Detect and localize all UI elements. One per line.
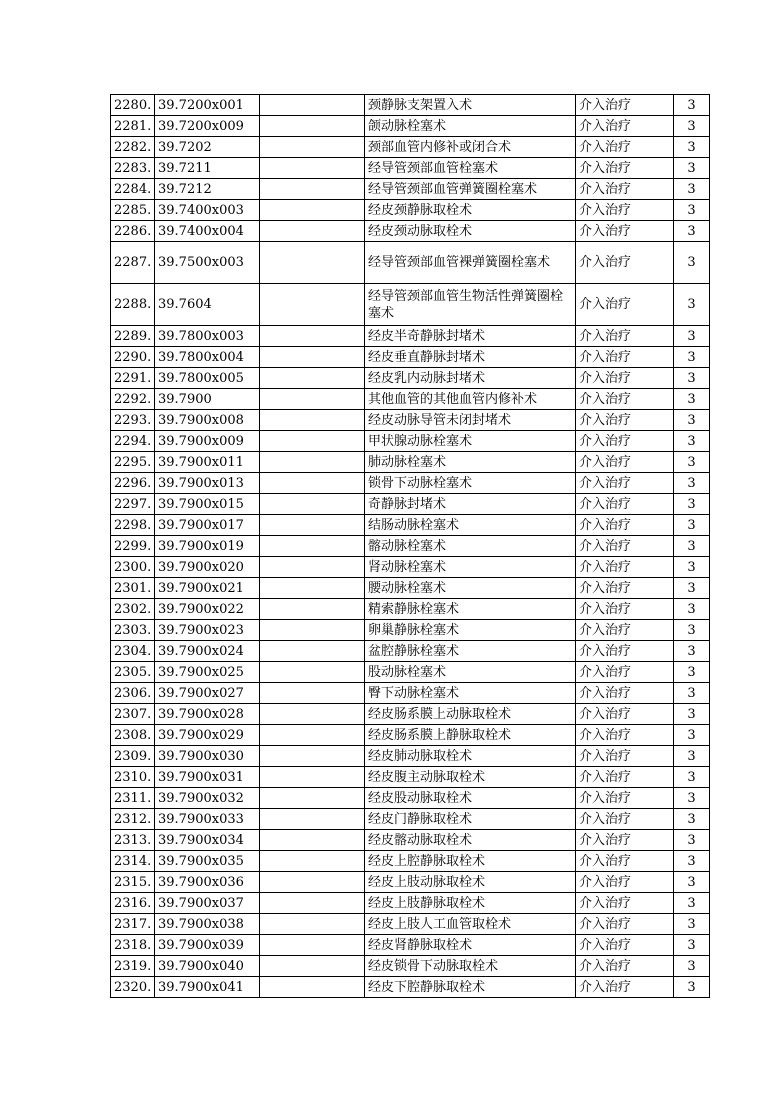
table-row <box>111 242 710 284</box>
procedure-name-cell: 经导管颈部血管裸弹簧圈栓塞术 <box>365 242 576 284</box>
category-cell: 介入治疗 <box>576 431 674 452</box>
category-cell: 介入治疗 <box>576 368 674 389</box>
level-cell: 3 <box>674 200 710 221</box>
procedure-name-cell: 锁骨下动脉栓塞术 <box>365 473 576 494</box>
table-row <box>111 137 710 158</box>
level-cell: 3 <box>674 284 710 326</box>
level-cell: 3 <box>674 914 710 935</box>
procedure-code-cell: 39.7604 <box>155 284 260 326</box>
procedure-code-cell: 39.7900x036 <box>155 872 260 893</box>
row-number-cell: 2297. <box>111 494 155 515</box>
table-row <box>111 515 710 536</box>
procedure-name-cell: 结肠动脉栓塞术 <box>365 515 576 536</box>
row-number-cell: 2317. <box>111 914 155 935</box>
procedure-code-cell: 39.7900x039 <box>155 935 260 956</box>
category-cell: 介入治疗 <box>576 725 674 746</box>
category-cell: 介入治疗 <box>576 914 674 935</box>
table-row <box>111 641 710 662</box>
blank-cell <box>260 935 365 956</box>
procedure-name-cell: 肾动脉栓塞术 <box>365 557 576 578</box>
row-number-cell: 2285. <box>111 200 155 221</box>
level-cell: 3 <box>674 116 710 137</box>
blank-cell <box>260 704 365 725</box>
procedure-code-cell: 39.7900x022 <box>155 599 260 620</box>
row-number-cell: 2282. <box>111 137 155 158</box>
blank-cell <box>260 746 365 767</box>
procedure-name-cell: 肺动脉栓塞术 <box>365 452 576 473</box>
category-cell: 介入治疗 <box>576 284 674 326</box>
procedure-code-cell: 39.7200x009 <box>155 116 260 137</box>
row-number-cell: 2310. <box>111 767 155 788</box>
table-row <box>111 578 710 599</box>
row-number-cell: 2302. <box>111 599 155 620</box>
category-cell: 介入治疗 <box>576 956 674 977</box>
procedure-name-cell: 经皮门静脉取栓术 <box>365 809 576 830</box>
row-number-cell: 2298. <box>111 515 155 536</box>
procedure-code-cell: 39.7800x003 <box>155 326 260 347</box>
level-cell: 3 <box>674 662 710 683</box>
level-cell: 3 <box>674 683 710 704</box>
procedure-code-cell: 39.7900x028 <box>155 704 260 725</box>
row-number-cell: 2286. <box>111 221 155 242</box>
table-row <box>111 284 710 326</box>
procedure-code-cell: 39.7900x021 <box>155 578 260 599</box>
blank-cell <box>260 809 365 830</box>
blank-cell <box>260 95 365 116</box>
table-row <box>111 410 710 431</box>
table-row <box>111 158 710 179</box>
procedure-code-cell: 39.7900x023 <box>155 620 260 641</box>
procedure-name-cell: 经皮颈动脉取栓术 <box>365 221 576 242</box>
table-row <box>111 851 710 872</box>
blank-cell <box>260 851 365 872</box>
blank-cell <box>260 893 365 914</box>
table-row <box>111 431 710 452</box>
row-number-cell: 2284. <box>111 179 155 200</box>
blank-cell <box>260 830 365 851</box>
category-cell: 介入治疗 <box>576 200 674 221</box>
procedure-code-cell: 39.7900x008 <box>155 410 260 431</box>
procedure-name-cell: 经皮肠系膜上静脉取栓术 <box>365 725 576 746</box>
procedure-name-cell: 经皮下腔静脉取栓术 <box>365 977 576 998</box>
level-cell: 3 <box>674 956 710 977</box>
row-number-cell: 2287. <box>111 242 155 284</box>
table-row <box>111 872 710 893</box>
row-number-cell: 2314. <box>111 851 155 872</box>
level-cell: 3 <box>674 872 710 893</box>
table-row <box>111 977 710 998</box>
procedure-table <box>110 94 710 998</box>
category-cell: 介入治疗 <box>576 95 674 116</box>
procedure-code-cell: 39.7500x003 <box>155 242 260 284</box>
row-number-cell: 2316. <box>111 893 155 914</box>
level-cell: 3 <box>674 725 710 746</box>
procedure-name-cell: 经导管颈部血管生物活性弹簧圈栓塞术 <box>365 284 576 326</box>
row-number-cell: 2319. <box>111 956 155 977</box>
procedure-name-cell: 经皮颈静脉取栓术 <box>365 200 576 221</box>
level-cell: 3 <box>674 746 710 767</box>
row-number-cell: 2281. <box>111 116 155 137</box>
table-row <box>111 704 710 725</box>
blank-cell <box>260 620 365 641</box>
table-row <box>111 830 710 851</box>
procedure-code-cell: 39.7900x027 <box>155 683 260 704</box>
table-row <box>111 683 710 704</box>
table-row <box>111 914 710 935</box>
table-row <box>111 767 710 788</box>
table-row <box>111 935 710 956</box>
row-number-cell: 2289. <box>111 326 155 347</box>
procedure-code-cell: 39.7900x031 <box>155 767 260 788</box>
category-cell: 介入治疗 <box>576 767 674 788</box>
table-row <box>111 389 710 410</box>
level-cell: 3 <box>674 221 710 242</box>
procedure-code-cell: 39.7900x034 <box>155 830 260 851</box>
category-cell: 介入治疗 <box>576 389 674 410</box>
procedure-code-cell: 39.7400x004 <box>155 221 260 242</box>
row-number-cell: 2294. <box>111 431 155 452</box>
procedure-code-cell: 39.7900x011 <box>155 452 260 473</box>
category-cell: 介入治疗 <box>576 242 674 284</box>
level-cell: 3 <box>674 830 710 851</box>
category-cell: 介入治疗 <box>576 515 674 536</box>
blank-cell <box>260 179 365 200</box>
level-cell: 3 <box>674 410 710 431</box>
table-row <box>111 95 710 116</box>
category-cell: 介入治疗 <box>576 452 674 473</box>
level-cell: 3 <box>674 620 710 641</box>
table-row <box>111 221 710 242</box>
procedure-code-cell: 39.7400x003 <box>155 200 260 221</box>
category-cell: 介入治疗 <box>576 620 674 641</box>
procedure-code-cell: 39.7900x025 <box>155 662 260 683</box>
blank-cell <box>260 683 365 704</box>
procedure-code-cell: 39.7900x015 <box>155 494 260 515</box>
blank-cell <box>260 557 365 578</box>
procedure-code-cell: 39.7900x033 <box>155 809 260 830</box>
category-cell: 介入治疗 <box>576 977 674 998</box>
category-cell: 介入治疗 <box>576 179 674 200</box>
level-cell: 3 <box>674 935 710 956</box>
blank-cell <box>260 473 365 494</box>
category-cell: 介入治疗 <box>576 137 674 158</box>
level-cell: 3 <box>674 242 710 284</box>
procedure-name-cell: 经皮肺动脉取栓术 <box>365 746 576 767</box>
table-row <box>111 788 710 809</box>
level-cell: 3 <box>674 536 710 557</box>
category-cell: 介入治疗 <box>576 872 674 893</box>
row-number-cell: 2291. <box>111 368 155 389</box>
category-cell: 介入治疗 <box>576 158 674 179</box>
blank-cell <box>260 788 365 809</box>
procedure-name-cell: 经皮上肢动脉取栓术 <box>365 872 576 893</box>
procedure-code-cell: 39.7900x013 <box>155 473 260 494</box>
blank-cell <box>260 389 365 410</box>
table-row <box>111 725 710 746</box>
table-row <box>111 746 710 767</box>
procedure-name-cell: 经皮肠系膜上动脉取栓术 <box>365 704 576 725</box>
category-cell: 介入治疗 <box>576 116 674 137</box>
level-cell: 3 <box>674 158 710 179</box>
procedure-code-cell: 39.7900x030 <box>155 746 260 767</box>
procedure-name-cell: 颌动脉栓塞术 <box>365 116 576 137</box>
table-row <box>111 599 710 620</box>
category-cell: 介入治疗 <box>576 893 674 914</box>
category-cell: 介入治疗 <box>576 221 674 242</box>
category-cell: 介入治疗 <box>576 326 674 347</box>
level-cell: 3 <box>674 809 710 830</box>
procedure-code-cell: 39.7900x035 <box>155 851 260 872</box>
blank-cell <box>260 116 365 137</box>
category-cell: 介入治疗 <box>576 830 674 851</box>
blank-cell <box>260 200 365 221</box>
level-cell: 3 <box>674 368 710 389</box>
category-cell: 介入治疗 <box>576 599 674 620</box>
blank-cell <box>260 137 365 158</box>
procedure-name-cell: 臀下动脉栓塞术 <box>365 683 576 704</box>
row-number-cell: 2290. <box>111 347 155 368</box>
procedure-name-cell: 经皮锁骨下动脉取栓术 <box>365 956 576 977</box>
row-number-cell: 2313. <box>111 830 155 851</box>
row-number-cell: 2296. <box>111 473 155 494</box>
procedure-code-cell: 39.7900x040 <box>155 956 260 977</box>
table-row <box>111 200 710 221</box>
procedure-name-cell: 颈部血管内修补或闭合术 <box>365 137 576 158</box>
level-cell: 3 <box>674 641 710 662</box>
blank-cell <box>260 767 365 788</box>
blank-cell <box>260 368 365 389</box>
procedure-name-cell: 髂动脉栓塞术 <box>365 536 576 557</box>
row-number-cell: 2292. <box>111 389 155 410</box>
row-number-cell: 2307. <box>111 704 155 725</box>
procedure-code-cell: 39.7900x019 <box>155 536 260 557</box>
row-number-cell: 2306. <box>111 683 155 704</box>
blank-cell <box>260 158 365 179</box>
table-row <box>111 536 710 557</box>
row-number-cell: 2283. <box>111 158 155 179</box>
row-number-cell: 2311. <box>111 788 155 809</box>
procedure-code-cell: 39.7900x009 <box>155 431 260 452</box>
blank-cell <box>260 956 365 977</box>
procedure-name-cell: 经皮半奇静脉封堵术 <box>365 326 576 347</box>
procedure-code-cell: 39.7900 <box>155 389 260 410</box>
table-row <box>111 452 710 473</box>
table-row <box>111 662 710 683</box>
procedure-code-cell: 39.7900x032 <box>155 788 260 809</box>
table-row <box>111 473 710 494</box>
row-number-cell: 2299. <box>111 536 155 557</box>
level-cell: 3 <box>674 851 710 872</box>
table-row <box>111 116 710 137</box>
procedure-name-cell: 经皮上腔静脉取栓术 <box>365 851 576 872</box>
procedure-name-cell: 经皮腹主动脉取栓术 <box>365 767 576 788</box>
procedure-name-cell: 股动脉栓塞术 <box>365 662 576 683</box>
blank-cell <box>260 494 365 515</box>
procedure-code-cell: 39.7800x005 <box>155 368 260 389</box>
level-cell: 3 <box>674 599 710 620</box>
level-cell: 3 <box>674 977 710 998</box>
blank-cell <box>260 452 365 473</box>
table-row <box>111 620 710 641</box>
procedure-name-cell: 经皮髂动脉取栓术 <box>365 830 576 851</box>
blank-cell <box>260 977 365 998</box>
blank-cell <box>260 515 365 536</box>
category-cell: 介入治疗 <box>576 536 674 557</box>
category-cell: 介入治疗 <box>576 809 674 830</box>
blank-cell <box>260 221 365 242</box>
category-cell: 介入治疗 <box>576 704 674 725</box>
procedure-code-cell: 39.7900x029 <box>155 725 260 746</box>
row-number-cell: 2280. <box>111 95 155 116</box>
category-cell: 介入治疗 <box>576 683 674 704</box>
category-cell: 介入治疗 <box>576 557 674 578</box>
procedure-code-cell: 39.7900x017 <box>155 515 260 536</box>
procedure-name-cell: 甲状腺动脉栓塞术 <box>365 431 576 452</box>
table-row <box>111 557 710 578</box>
procedure-code-cell: 39.7800x004 <box>155 347 260 368</box>
row-number-cell: 2288. <box>111 284 155 326</box>
level-cell: 3 <box>674 893 710 914</box>
procedure-name-cell: 卵巢静脉栓塞术 <box>365 620 576 641</box>
procedure-name-cell: 颈静脉支架置入术 <box>365 95 576 116</box>
row-number-cell: 2312. <box>111 809 155 830</box>
level-cell: 3 <box>674 137 710 158</box>
procedure-code-cell: 39.7900x038 <box>155 914 260 935</box>
procedure-name-cell: 经皮股动脉取栓术 <box>365 788 576 809</box>
procedure-name-cell: 经导管颈部血管弹簧圈栓塞术 <box>365 179 576 200</box>
table-row <box>111 347 710 368</box>
procedure-code-cell: 39.7211 <box>155 158 260 179</box>
row-number-cell: 2304. <box>111 641 155 662</box>
category-cell: 介入治疗 <box>576 935 674 956</box>
level-cell: 3 <box>674 788 710 809</box>
table-row <box>111 893 710 914</box>
procedure-name-cell: 经皮上肢静脉取栓术 <box>365 893 576 914</box>
category-cell: 介入治疗 <box>576 641 674 662</box>
procedure-code-cell: 39.7202 <box>155 137 260 158</box>
procedure-name-cell: 经皮动脉导管未闭封堵术 <box>365 410 576 431</box>
table-row <box>111 179 710 200</box>
row-number-cell: 2293. <box>111 410 155 431</box>
level-cell: 3 <box>674 473 710 494</box>
category-cell: 介入治疗 <box>576 410 674 431</box>
blank-cell <box>260 872 365 893</box>
procedure-name-cell: 经皮垂直静脉封堵术 <box>365 347 576 368</box>
category-cell: 介入治疗 <box>576 347 674 368</box>
blank-cell <box>260 242 365 284</box>
table-row <box>111 326 710 347</box>
row-number-cell: 2309. <box>111 746 155 767</box>
blank-cell <box>260 578 365 599</box>
procedure-name-cell: 经皮乳内动脉封堵术 <box>365 368 576 389</box>
row-number-cell: 2315. <box>111 872 155 893</box>
procedure-table-body <box>111 95 710 998</box>
category-cell: 介入治疗 <box>576 494 674 515</box>
row-number-cell: 2301. <box>111 578 155 599</box>
level-cell: 3 <box>674 347 710 368</box>
blank-cell <box>260 641 365 662</box>
table-row <box>111 368 710 389</box>
table-row <box>111 809 710 830</box>
row-number-cell: 2303. <box>111 620 155 641</box>
level-cell: 3 <box>674 704 710 725</box>
level-cell: 3 <box>674 557 710 578</box>
level-cell: 3 <box>674 179 710 200</box>
row-number-cell: 2320. <box>111 977 155 998</box>
procedure-name-cell: 奇静脉封堵术 <box>365 494 576 515</box>
row-number-cell: 2300. <box>111 557 155 578</box>
blank-cell <box>260 326 365 347</box>
procedure-name-cell: 经导管颈部血管栓塞术 <box>365 158 576 179</box>
row-number-cell: 2305. <box>111 662 155 683</box>
level-cell: 3 <box>674 515 710 536</box>
row-number-cell: 2295. <box>111 452 155 473</box>
blank-cell <box>260 347 365 368</box>
level-cell: 3 <box>674 95 710 116</box>
blank-cell <box>260 410 365 431</box>
procedure-name-cell: 精索静脉栓塞术 <box>365 599 576 620</box>
blank-cell <box>260 599 365 620</box>
blank-cell <box>260 284 365 326</box>
procedure-name-cell: 腰动脉栓塞术 <box>365 578 576 599</box>
procedure-code-cell: 39.7900x041 <box>155 977 260 998</box>
level-cell: 3 <box>674 326 710 347</box>
row-number-cell: 2318. <box>111 935 155 956</box>
procedure-code-cell: 39.7900x024 <box>155 641 260 662</box>
blank-cell <box>260 662 365 683</box>
category-cell: 介入治疗 <box>576 662 674 683</box>
level-cell: 3 <box>674 452 710 473</box>
level-cell: 3 <box>674 578 710 599</box>
category-cell: 介入治疗 <box>576 788 674 809</box>
table-row <box>111 494 710 515</box>
procedure-code-cell: 39.7212 <box>155 179 260 200</box>
procedure-code-cell: 39.7900x037 <box>155 893 260 914</box>
procedure-code-cell: 39.7900x020 <box>155 557 260 578</box>
blank-cell <box>260 725 365 746</box>
category-cell: 介入治疗 <box>576 473 674 494</box>
category-cell: 介入治疗 <box>576 578 674 599</box>
level-cell: 3 <box>674 431 710 452</box>
category-cell: 介入治疗 <box>576 746 674 767</box>
procedure-name-cell: 经皮肾静脉取栓术 <box>365 935 576 956</box>
level-cell: 3 <box>674 767 710 788</box>
row-number-cell: 2308. <box>111 725 155 746</box>
category-cell: 介入治疗 <box>576 851 674 872</box>
blank-cell <box>260 431 365 452</box>
blank-cell <box>260 536 365 557</box>
procedure-name-cell: 其他血管的其他血管内修补术 <box>365 389 576 410</box>
level-cell: 3 <box>674 494 710 515</box>
procedure-name-cell: 盆腔静脉栓塞术 <box>365 641 576 662</box>
level-cell: 3 <box>674 389 710 410</box>
procedure-name-cell: 经皮上肢人工血管取栓术 <box>365 914 576 935</box>
blank-cell <box>260 914 365 935</box>
procedure-code-cell: 39.7200x001 <box>155 95 260 116</box>
table-row <box>111 956 710 977</box>
